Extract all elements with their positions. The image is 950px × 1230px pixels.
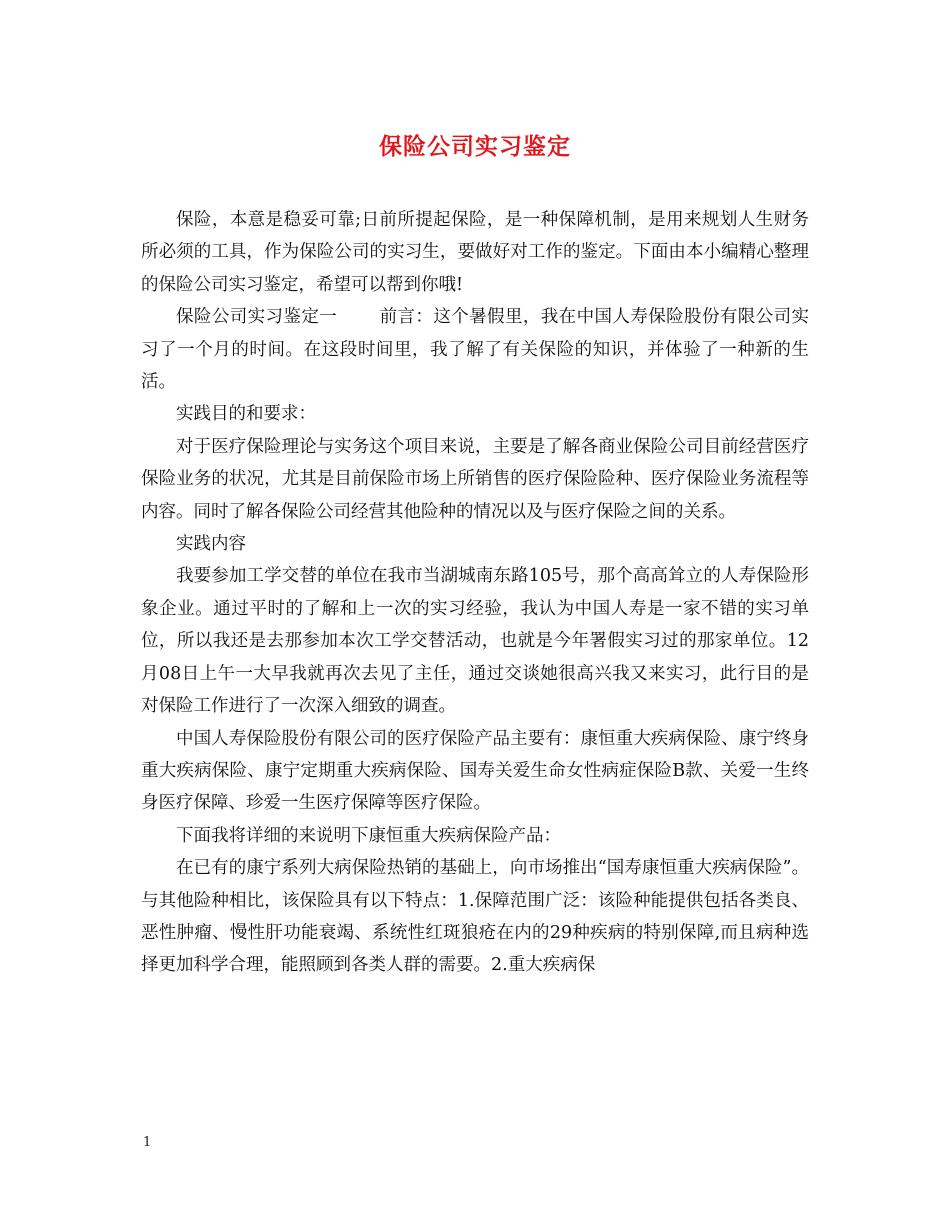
intro-paragraph: 保险，本意是稳妥可靠;日前所提起保险，是一种保障机制，是用来规划人生财务所必须的工具，作为保险公司的实习生，要做好对工作的鉴定。下面由本小编精心整理的保险公司实习鉴定，希望可以帮到你哦! [141,210,809,295]
document-body [141,204,809,982]
content-paragraph: 我要参加工学交替的单位在我市当湖城南东路105号，那个高高耸立的人寿保险形象企业。通过平时的了解和上一次的实习经验，我认为中国人寿是一家不错的实习单位，所以我还是去那参加本次工学交替活动，也就是今年署假实习过的那家单位。12月08日上午一大早我就再次去见了主任，通过交谈她很高兴我又来实习，此行目的是对保险工作进行了一次深入细致的调查。 [141,566,809,717]
detail-intro-paragraph: 下面我将详细的来说明下康恒重大疾病保险产品： [176,825,561,846]
products-paragraph: 中国人寿保险股份有限公司的医疗保险产品主要有：康恒重大疾病保险、康宁终身重大疾病保险、康宁定期重大疾病保险、国寿关爱生命女性病症保险B款、关爱一生终身医疗保障、珍爱一生医疗保障等医疗保险。 [141,728,809,814]
purpose-heading: 实践目的和要求： [176,404,316,425]
section1-label: 保险公司实习鉴定一 [176,307,338,328]
content-heading: 实践内容 [176,534,246,555]
purpose-paragraph: 对于医疗保险理论与实务这个项目来说，主要是了解各商业保险公司目前经营医疗保险业务的状况，尤其是目前保险市场上所销售的医疗保险险种、医疗保险业务流程等内容。同时了解各保险公司经营其他险种的情况以及与医疗保险之间的关系。 [141,436,809,522]
page-number: 1 [143,1135,152,1150]
section1-paragraph [141,301,809,398]
document-title: 保险公司实习鉴定 [379,133,571,160]
section1-text: 前言：这个暑假里，我在中国人寿保险股份有限公司实习了一个月的时间。在这段时间里，我了解了有关保险的知识，并体验了一种新的生活。 [141,307,810,393]
detail-paragraph: 在已有的康宁系列大病保险热销的基础上，向市场推出“国寿康恒重大疾病保险”。与其他险种相比，该保险具有以下特点：1.保障范围广泛：该险种能提供包括各类良、恶性肿瘤、慢性肝功能衰竭、系统性红斑狼疮在内的29种疾病的特别保障,而且病种选择更加科学合理，能照顾到各类人群的需要。2.重大疾病保 [141,858,809,976]
